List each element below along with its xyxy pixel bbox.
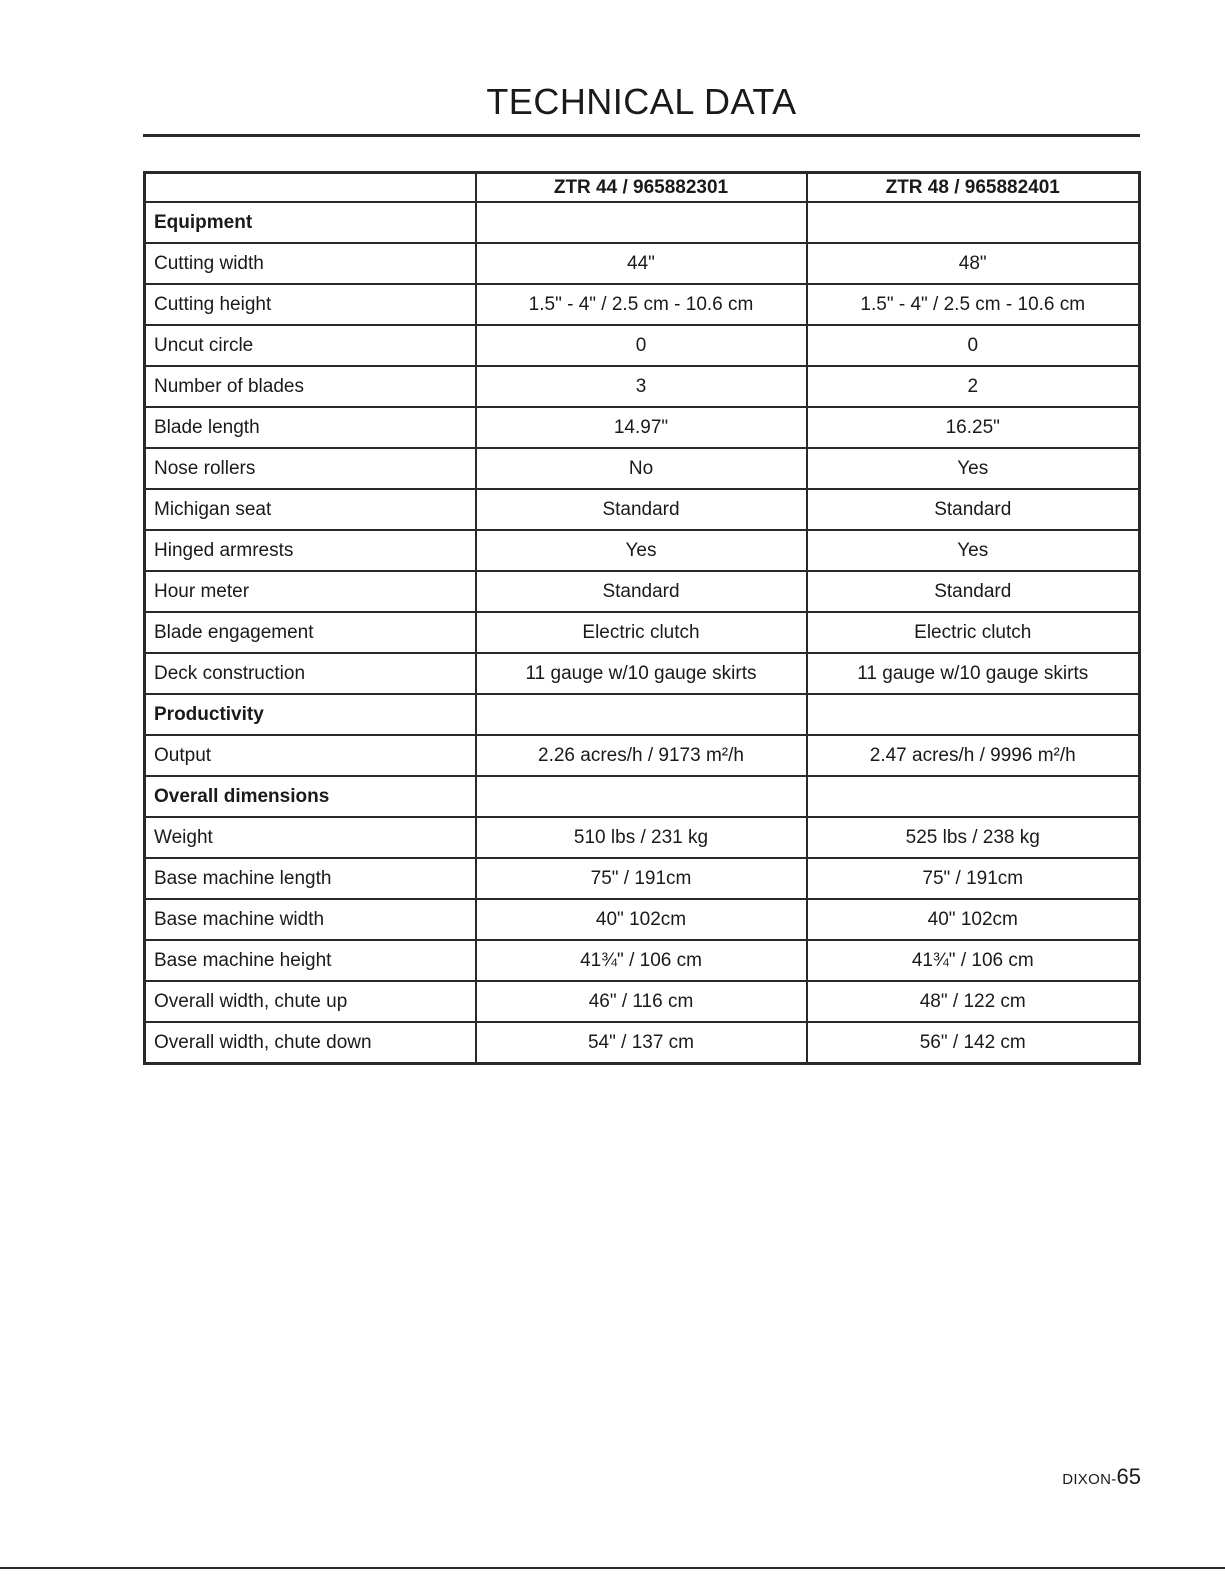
table-row — [145, 284, 1140, 325]
table-row — [145, 571, 1140, 612]
ztr48-value: 75" / 191cm — [807, 858, 1140, 899]
table-body — [145, 202, 1140, 1064]
table-row — [145, 243, 1140, 284]
spec-label: Uncut circle — [145, 325, 476, 366]
ztr44-value: 41¾" / 106 cm — [476, 940, 807, 981]
section-row — [145, 694, 1140, 735]
section-row — [145, 776, 1140, 817]
page-title: TECHNICAL DATA — [486, 81, 797, 122]
ztr48-value: 40" 102cm — [807, 899, 1140, 940]
spec-label: Weight — [145, 817, 476, 858]
table-row — [145, 899, 1140, 940]
ztr48-value: 2.47 acres/h / 9996 m²/h — [807, 735, 1140, 776]
ztr44-value — [476, 776, 807, 817]
table-row — [145, 325, 1140, 366]
ztr48-value: Standard — [807, 489, 1140, 530]
ztr48-value — [807, 776, 1140, 817]
ztr44-value: Standard — [476, 571, 807, 612]
ztr48-value — [807, 694, 1140, 735]
spec-label: Hour meter — [145, 571, 476, 612]
table-row — [145, 817, 1140, 858]
spec-label: Blade engagement — [145, 612, 476, 653]
section-heading: Overall dimensions — [145, 776, 476, 817]
ztr44-value: Yes — [476, 530, 807, 571]
ztr44-value: 1.5" - 4" / 2.5 cm - 10.6 cm — [476, 284, 807, 325]
header-model-ztr48: ZTR 48 / 965882401 — [807, 173, 1140, 203]
spec-label: Deck construction — [145, 653, 476, 694]
ztr48-value: 525 lbs / 238 kg — [807, 817, 1140, 858]
ztr44-value — [476, 202, 807, 243]
ztr44-value: 0 — [476, 325, 807, 366]
ztr48-value: 48" — [807, 243, 1140, 284]
ztr48-value: 1.5" - 4" / 2.5 cm - 10.6 cm — [807, 284, 1140, 325]
table-row — [145, 448, 1140, 489]
ztr48-value: Electric clutch — [807, 612, 1140, 653]
bottom-divider — [0, 1567, 1225, 1569]
ztr48-value: 41¾" / 106 cm — [807, 940, 1140, 981]
section-row — [145, 202, 1140, 243]
table-row — [145, 858, 1140, 899]
table-row — [145, 981, 1140, 1022]
ztr44-value: Standard — [476, 489, 807, 530]
section-heading: Productivity — [145, 694, 476, 735]
spec-label: Base machine height — [145, 940, 476, 981]
ztr48-value: Yes — [807, 530, 1140, 571]
ztr44-value: Electric clutch — [476, 612, 807, 653]
spec-label: Cutting width — [145, 243, 476, 284]
table-row — [145, 735, 1140, 776]
spec-label: Base machine length — [145, 858, 476, 899]
technical-data-table — [143, 171, 1141, 1065]
table-row — [145, 653, 1140, 694]
ztr48-value: 11 gauge w/10 gauge skirts — [807, 653, 1140, 694]
spec-label: Cutting height — [145, 284, 476, 325]
ztr44-value: 14.97" — [476, 407, 807, 448]
ztr48-value: Yes — [807, 448, 1140, 489]
ztr44-value: 46" / 116 cm — [476, 981, 807, 1022]
spec-label: Overall width, chute up — [145, 981, 476, 1022]
title-divider — [143, 134, 1140, 137]
ztr44-value: No — [476, 448, 807, 489]
spec-label: Blade length — [145, 407, 476, 448]
ztr48-value: 16.25" — [807, 407, 1140, 448]
ztr44-value: 2.26 acres/h / 9173 m²/h — [476, 735, 807, 776]
spec-label: Number of blades — [145, 366, 476, 407]
spec-label: Michigan seat — [145, 489, 476, 530]
table-row — [145, 407, 1140, 448]
ztr48-value: 2 — [807, 366, 1140, 407]
ztr44-value: 75" / 191cm — [476, 858, 807, 899]
header-empty-cell — [145, 173, 476, 203]
table-row — [145, 366, 1140, 407]
table-header-row — [145, 173, 1140, 203]
page-number-value: 65 — [1116, 1464, 1141, 1489]
spec-label: Output — [145, 735, 476, 776]
ztr44-value: 510 lbs / 231 kg — [476, 817, 807, 858]
spec-label: Hinged armrests — [145, 530, 476, 571]
page-number-prefix: DIXON- — [1062, 1471, 1117, 1488]
header-model-ztr44: ZTR 44 / 965882301 — [476, 173, 807, 203]
ztr44-value — [476, 694, 807, 735]
ztr44-value: 40" 102cm — [476, 899, 807, 940]
table-row — [145, 612, 1140, 653]
spec-label: Nose rollers — [145, 448, 476, 489]
spec-label: Base machine width — [145, 899, 476, 940]
ztr44-value: 3 — [476, 366, 807, 407]
ztr44-value: 44" — [476, 243, 807, 284]
table-row — [145, 489, 1140, 530]
ztr48-value: 0 — [807, 325, 1140, 366]
ztr44-value: 11 gauge w/10 gauge skirts — [476, 653, 807, 694]
table-row — [145, 1022, 1140, 1064]
ztr48-value: Standard — [807, 571, 1140, 612]
spec-label: Overall width, chute down — [145, 1022, 476, 1064]
table-row — [145, 940, 1140, 981]
ztr48-value: 56" / 142 cm — [807, 1022, 1140, 1064]
ztr44-value: 54" / 137 cm — [476, 1022, 807, 1064]
section-heading: Equipment — [145, 202, 476, 243]
ztr48-value — [807, 202, 1140, 243]
ztr48-value: 48" / 122 cm — [807, 981, 1140, 1022]
page-number — [1062, 1464, 1141, 1490]
table-row — [145, 530, 1140, 571]
